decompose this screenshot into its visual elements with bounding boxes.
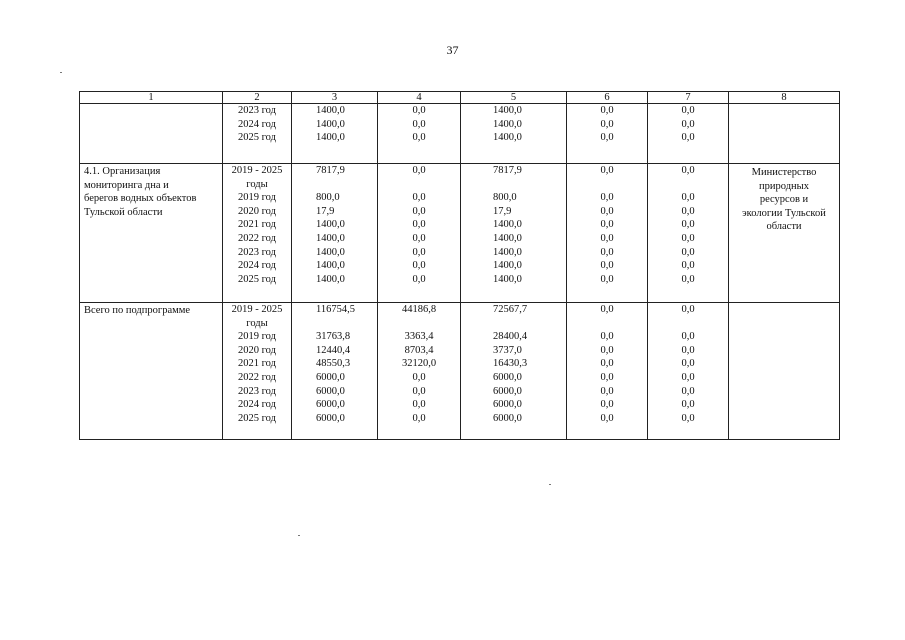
year-label: 2023 год [238, 246, 276, 258]
total-label: Всего по подпрограмме [84, 305, 191, 316]
value-cell: 1400,0 [316, 273, 345, 285]
value-cell [292, 317, 377, 331]
value-cell: 6000,0 [316, 385, 345, 397]
value-cell: 12440,4 [316, 344, 351, 356]
total-col6-cell [567, 303, 648, 440]
value-cell: 0,0 [600, 399, 614, 411]
value-cell: 0,0 [681, 205, 695, 217]
value-cell: 0,0 [412, 399, 426, 411]
value-cell: 1400,0 [316, 246, 345, 258]
value-cell: 0,0 [412, 371, 426, 383]
year-label: 2025 год [238, 273, 276, 285]
value-cell: 0,0 [681, 385, 695, 397]
total-col7-cell [648, 303, 729, 440]
value-cell: 0,0 [600, 344, 614, 356]
value-cell: 800,0 [493, 192, 517, 204]
value-cell: 0,0 [412, 132, 426, 144]
value-cell: 0,0 [600, 371, 614, 383]
total-name-cell [80, 303, 223, 440]
value-cell: 17,9 [493, 205, 512, 217]
section-name-line: Тульской области [84, 206, 163, 218]
section-name-line: берегов водных объектов [84, 193, 197, 205]
value-cell: 0,0 [600, 219, 614, 231]
section-name-line: 4.1. Организация [84, 166, 161, 177]
value-cell: 6000,0 [316, 412, 345, 424]
value-cell: 3363,4 [404, 331, 434, 343]
value-cell: 31763,8 [316, 331, 351, 343]
scan-speck [60, 72, 62, 73]
value-cell: 1400,0 [316, 232, 345, 244]
value-cell: 0,0 [412, 385, 426, 397]
value-cell: 16430,3 [493, 358, 528, 370]
year-label: 2021 год [238, 358, 276, 370]
section-col5-cell [461, 164, 567, 303]
value-cell: 1400,0 [493, 232, 522, 244]
value-cell: 116754,5 [316, 304, 355, 315]
value-cell: 0,0 [681, 192, 695, 204]
header-cell-8: 8 [729, 92, 840, 104]
year-label: 2020 год [238, 344, 276, 356]
value-cell: 0,0 [600, 132, 614, 144]
year-label: 2021 год [238, 219, 276, 231]
executor-line: ресурсов и [759, 194, 809, 206]
value-cell: 0,0 [412, 260, 426, 272]
year-label: 2022 год [238, 232, 276, 244]
header-cell-3: 3 [292, 92, 378, 104]
year-label: 2024 год [238, 399, 276, 411]
value-cell: 0,0 [681, 246, 695, 258]
value-cell: 0,0 [681, 399, 695, 411]
value-cell: 72567,7 [493, 304, 528, 315]
year-label: 2024 год [238, 118, 276, 130]
year-label: годы [246, 317, 268, 329]
year-label: 2025 год [238, 132, 276, 144]
total-col4-cell [378, 303, 461, 440]
section-col3-cell [292, 164, 378, 303]
value-cell: 0,0 [600, 105, 614, 116]
year-label: 2019 - 2025 [231, 304, 283, 315]
continuation-years-cell [223, 104, 292, 164]
value-cell: 0,0 [412, 246, 426, 258]
year-label: 2024 год [238, 260, 276, 272]
executor-line: области [766, 221, 802, 233]
header-cell-2: 2 [223, 92, 292, 104]
value-cell: 0,0 [681, 105, 695, 116]
value-cell: 1400,0 [316, 132, 345, 144]
value-cell: 0,0 [600, 192, 614, 204]
value-cell: 0,0 [600, 118, 614, 130]
value-cell: 48550,3 [316, 358, 351, 370]
continuation-name-cell [80, 104, 223, 164]
value-cell: 0,0 [681, 260, 695, 272]
value-cell: 44186,8 [401, 304, 437, 315]
value-cell: 32120,0 [401, 358, 437, 370]
value-cell: 0,0 [681, 118, 695, 130]
value-cell: 0,0 [412, 165, 426, 176]
section-name-line: мониторинга дна и [84, 179, 169, 191]
year-label: 2025 год [238, 412, 276, 424]
value-cell: 3737,0 [493, 344, 522, 356]
value-cell: 0,0 [412, 105, 426, 116]
value-cell: 1400,0 [493, 260, 522, 272]
value-cell: 800,0 [316, 192, 340, 204]
continuation-col7-cell [648, 104, 729, 164]
total-col3-cell [292, 303, 378, 440]
value-cell: 0,0 [600, 232, 614, 244]
value-cell [378, 178, 460, 192]
value-cell: 0,0 [681, 273, 695, 285]
year-label: 2023 год [238, 385, 276, 397]
section-col4-cell [378, 164, 461, 303]
total-row [80, 303, 840, 440]
year-label: 2019 - 2025 [231, 165, 283, 176]
continuation-row [80, 104, 840, 164]
year-label: 2022 год [238, 371, 276, 383]
section-name-cell [80, 164, 223, 303]
value-cell: 6000,0 [316, 371, 345, 383]
section-executor-cell [729, 164, 840, 303]
continuation-col4-cell [378, 104, 461, 164]
value-cell: 6000,0 [493, 371, 522, 383]
value-cell: 1400,0 [493, 273, 522, 285]
year-label: 2019 год [238, 192, 276, 204]
executor-line: Министерство [751, 167, 817, 178]
total-col5-cell [461, 303, 567, 440]
value-cell: 0,0 [681, 371, 695, 383]
value-cell: 1400,0 [316, 105, 345, 116]
header-cell-5: 5 [461, 92, 567, 104]
value-cell: 0,0 [600, 412, 614, 424]
section-col7-cell [648, 164, 729, 303]
section-col6-cell [567, 164, 648, 303]
value-cell: 0,0 [412, 232, 426, 244]
continuation-col5-cell [461, 104, 567, 164]
value-cell [461, 317, 566, 331]
value-cell [648, 178, 728, 192]
scan-speck [298, 535, 300, 536]
value-cell: 6000,0 [493, 412, 522, 424]
value-cell: 0,0 [600, 273, 614, 285]
value-cell: 6000,0 [316, 399, 345, 411]
value-cell: 1400,0 [316, 219, 345, 231]
value-cell: 28400,4 [493, 331, 528, 343]
value-cell: 0,0 [412, 205, 426, 217]
value-cell: 1400,0 [493, 219, 522, 231]
value-cell: 0,0 [600, 358, 614, 370]
value-cell [567, 178, 647, 192]
header-cell-4: 4 [378, 92, 461, 104]
value-cell: 6000,0 [493, 399, 522, 411]
value-cell [292, 178, 377, 192]
header-cell-6: 6 [567, 92, 648, 104]
page-number: 37 [446, 43, 459, 57]
value-cell: 7817,9 [316, 165, 345, 176]
year-label: 2020 год [238, 205, 276, 217]
year-label: 2019 год [238, 331, 276, 343]
value-cell: 7817,9 [493, 165, 522, 176]
executor-line: экологии Тульской [742, 207, 826, 219]
value-cell: 1400,0 [493, 105, 522, 116]
section-years-cell [223, 164, 292, 303]
section-row [80, 164, 840, 303]
executor-line: природных [759, 180, 809, 192]
value-cell: 1400,0 [493, 132, 522, 144]
value-cell: 0,0 [681, 165, 695, 176]
value-cell: 1400,0 [316, 118, 345, 130]
value-cell: 0,0 [681, 412, 695, 424]
value-cell: 0,0 [412, 412, 426, 424]
value-cell: 17,9 [316, 205, 335, 217]
value-cell: 0,0 [412, 219, 426, 231]
value-cell [378, 317, 460, 331]
value-cell [461, 178, 566, 192]
value-cell: 0,0 [681, 232, 695, 244]
table-header-row [80, 92, 840, 104]
value-cell: 0,0 [681, 304, 695, 315]
continuation-col6-cell [567, 104, 648, 164]
continuation-col3-cell [292, 104, 378, 164]
value-cell: 0,0 [681, 358, 695, 370]
value-cell: 0,0 [600, 165, 614, 176]
value-cell: 0,0 [600, 385, 614, 397]
year-label: годы [246, 178, 268, 190]
continuation-executor-cell [729, 104, 840, 164]
value-cell: 0,0 [681, 344, 695, 356]
subprogram-table [79, 91, 840, 440]
value-cell: 1400,0 [316, 260, 345, 272]
value-cell: 1400,0 [493, 246, 522, 258]
year-label: 2023 год [238, 105, 276, 116]
value-cell: 0,0 [600, 205, 614, 217]
value-cell: 6000,0 [493, 385, 522, 397]
value-cell: 0,0 [412, 273, 426, 285]
total-years-cell [223, 303, 292, 440]
total-executor-cell [729, 303, 840, 440]
value-cell: 0,0 [412, 118, 426, 130]
value-cell: 0,0 [600, 304, 614, 315]
value-cell: 8703,4 [404, 344, 434, 356]
header-cell-7: 7 [648, 92, 729, 104]
value-cell: 0,0 [681, 132, 695, 144]
value-cell: 0,0 [681, 331, 695, 343]
value-cell: 0,0 [600, 260, 614, 272]
value-cell [567, 317, 647, 331]
header-cell-1: 1 [80, 92, 223, 104]
value-cell: 0,0 [412, 192, 426, 204]
value-cell: 0,0 [600, 331, 614, 343]
value-cell: 0,0 [681, 219, 695, 231]
value-cell: 0,0 [600, 246, 614, 258]
value-cell [648, 317, 728, 331]
value-cell: 1400,0 [493, 118, 522, 130]
scan-speck [549, 484, 551, 485]
